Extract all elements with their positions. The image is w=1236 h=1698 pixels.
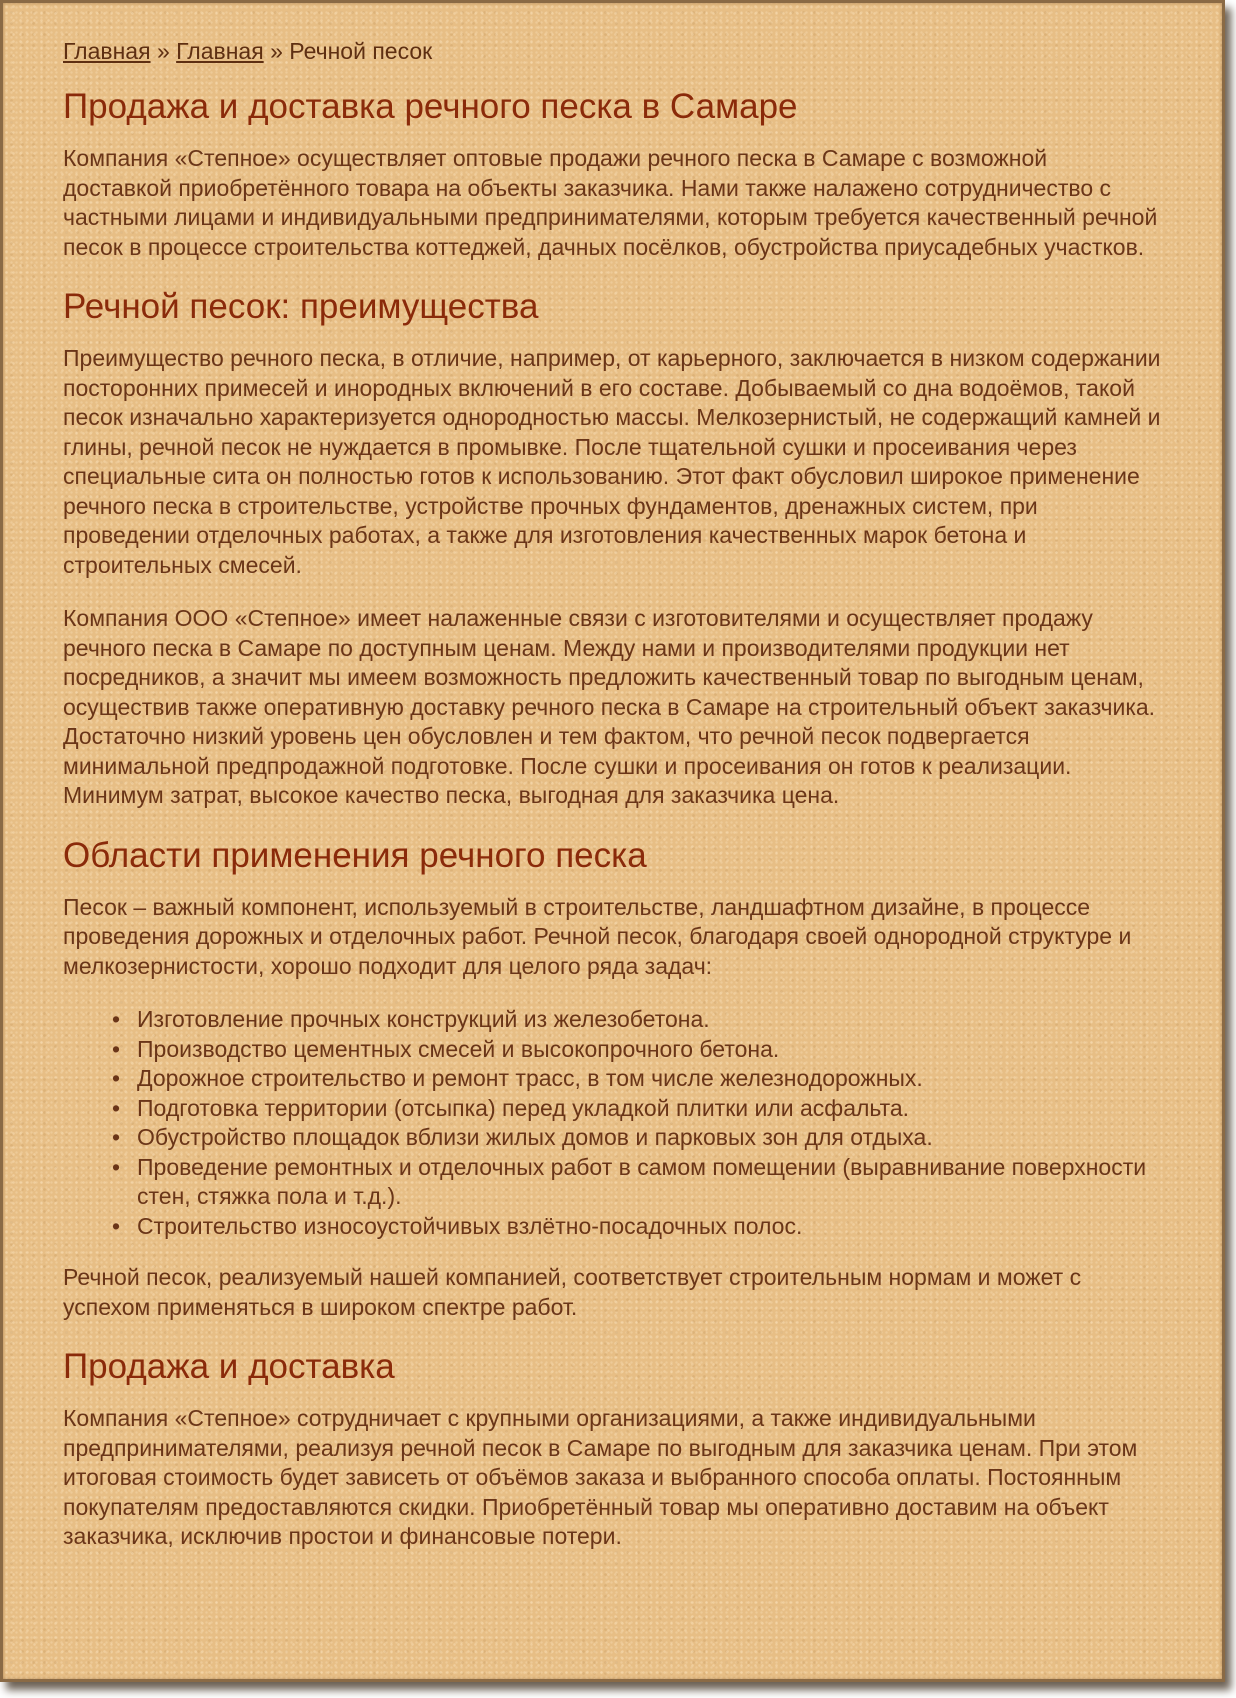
breadcrumb-separator: »	[270, 38, 283, 64]
paragraph: Песок – важный компонент, используемый в строительстве, ландшафтном дизайне, в процессе проведения дорожных и отделочных работ. Речной песок, благодаря своей однородной структуре и мелкозернистости, хорошо подходит для целого ряда задач:	[63, 893, 1132, 979]
breadcrumb-separator: »	[156, 38, 170, 64]
list-item: • Строительство износоустойчивых взлётно-посадочных полос.	[137, 1212, 1162, 1242]
breadcrumb-current: Речной песок	[289, 38, 433, 64]
bullet-icon: •	[112, 1094, 121, 1121]
list-item: • Дорожное строительство и ремонт трасс, в том числе железнодорожных.	[137, 1064, 1162, 1094]
section-heading-applications: Области применения речного песка	[63, 835, 647, 875]
list-item: • Обустройство площадок вблизи жилых домов и парковых зон для отдыха.	[137, 1123, 1162, 1153]
section-heading-sales-delivery: Продажа и доставка	[63, 1347, 395, 1386]
paragraph: Компания «Степное» сотрудничает с крупными организациями, а также индивидуальными предпринимателями, реализуя речной песок в Самаре по выгодным для заказчика ценам. При этом итоговая стоимость будет зависеть от объёмов заказа и выбранного способа оплаты. Постоянным покупателям предоставляются скидки. Приобретённый товар мы оперативно доставим на объект заказчика, исключив простои и финансовые потери.	[63, 1405, 1138, 1549]
bullet-icon: •	[112, 1035, 121, 1062]
bullet-icon: •	[112, 1006, 121, 1032]
breadcrumb-link-home[interactable]: Главная	[176, 38, 264, 64]
paragraph: Преимущество речного песка, в отличие, например, от карьерного, заключается в низком содержании посторонних примесей и инородных включений в его составе. Добываемый со дна водоёмов, такой песок изначально характеризуется однородностью массы. Мелкозернистый, не содержащий камней и глины, речной песок не нуждается в промывке. После тщательной сушки и просеивания через специальные сита он полностью готов к использованию. Этот факт обусловил широкое применение речного песка в строительстве, устройстве прочных фундаментов, дренажных систем, при проведении отделочных работах, а также для изготовления качественных марок бетона и строительных смесей.	[63, 345, 1161, 578]
bullet-icon: •	[112, 1065, 121, 1091]
list-item: • Производство цементных смесей и высокопрочного бетона.	[137, 1035, 1162, 1065]
section-heading-advantages: Речной песок: преимущества	[63, 287, 539, 326]
applications-list	[63, 1005, 1162, 1241]
bullet-icon: •	[112, 1124, 121, 1150]
paragraph: Речной песок, реализуемый нашей компанией, соответствует строительным нормам и может с успехом применяться в широком спектре работ.	[63, 1264, 1082, 1320]
bullet-icon: •	[112, 1153, 121, 1180]
list-item: • Проведение ремонтных и отделочных работ в самом помещении (выравнивание поверхности стен, стяжка пола и т.д.).	[112, 1153, 1147, 1209]
page-title: Продажа и доставка речного песка в Самаре	[63, 87, 798, 126]
breadcrumb	[63, 37, 1162, 65]
breadcrumb-link-home[interactable]: Главная	[63, 38, 151, 64]
list-item: • Изготовление прочных конструкций из железобетона.	[137, 1005, 1162, 1035]
bullet-icon: •	[112, 1212, 121, 1239]
paragraph: Компания ООО «Степное» имеет налаженные связи с изготовителями и осуществляет продажу речного песка в Самаре по доступным ценам. Между нами и производителями продукции нет посредников, а значит мы имеем возможность предложить качественный товар по выгодным ценам, осуществив также оперативную доставку речного песка в Самаре на строительный объект заказчика. Достаточно низкий уровень цен обусловлен и тем фактом, что речной песок подвергается минимальной предпродажной подготовке. После сушки и просеивания он готов к реализации. Минимум затрат, высокое качество песка, выгодная для заказчика цена.	[63, 605, 1156, 808]
intro-paragraph: Компания «Степное» осуществляет оптовые продажи речного песка в Самаре с возможной доставкой приобретённого товара на объекты заказчика. Нами также налажено сотрудничество с частными лицами и индивидуальными предпринимателями, которым требуется качественный речной песок в процессе строительства коттеджей, дачных посёлков, обустройства приусадебных участков.	[63, 145, 1158, 260]
list-item: • Подготовка территории (отсыпка) перед укладкой плитки или асфальта.	[137, 1094, 1162, 1124]
